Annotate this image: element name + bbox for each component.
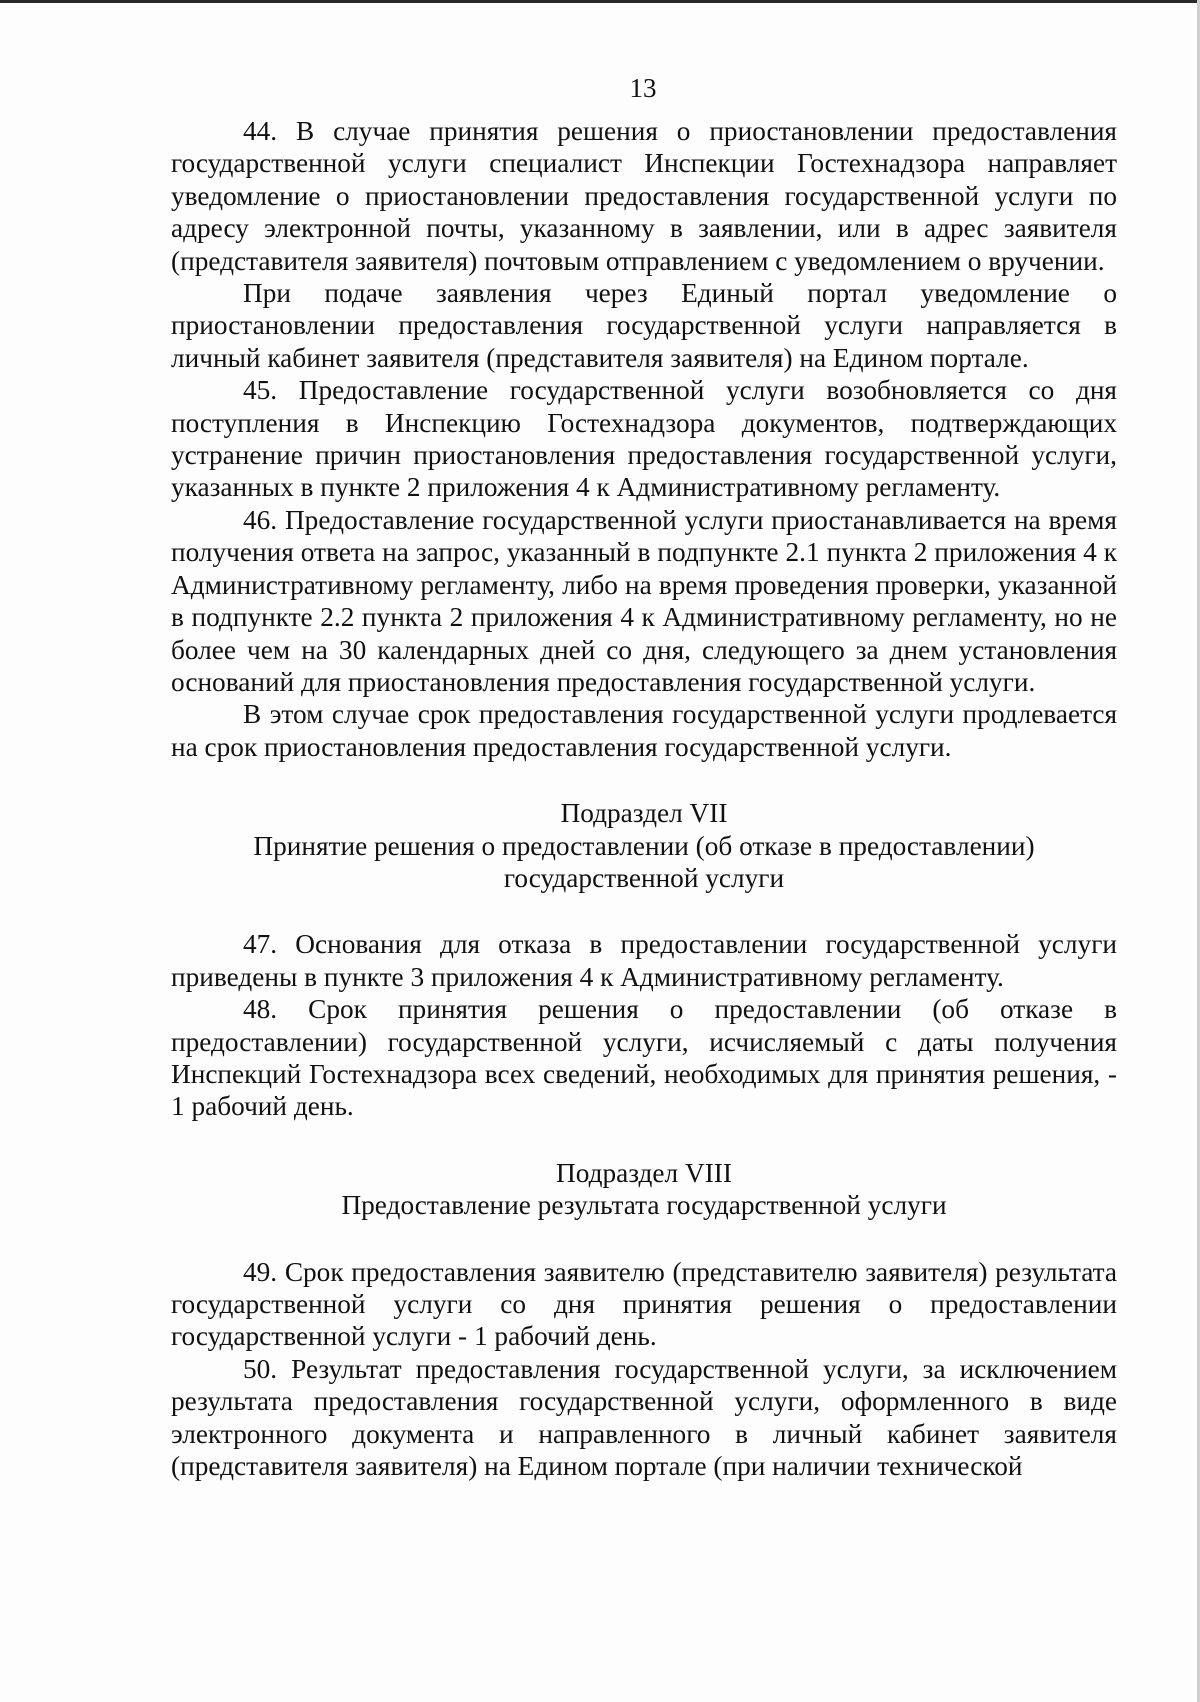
paragraph-45: 45. Предоставление государственной услуги возобновляется со дня поступления в Инспекцию Гостехнадзора документов, подтверждающих устранение причин приостановления предоставления государственной услуги, указанных в пункте 2 приложения 4 к Административному регламенту. — [171, 375, 1117, 503]
subsection-viii-title: Предоставление результата государственной услуги — [341, 1190, 947, 1221]
paragraph-48: 48. Срок принятия решения о предоставлении (об отказе в предоставлении) государственной услуги, исчисляемый с даты получения Инспекций Гостехнадзора всех сведений, необходимых для принятия решения, - 1 рабочий день. — [171, 994, 1117, 1122]
subsection-viii-label: Подраздел VIII — [556, 1157, 732, 1188]
subsection-vii-title-line2: государственной услуги — [503, 862, 785, 893]
page-number: 13 — [629, 73, 657, 103]
paragraph-47: 47. Основания для отказа в предоставлении государственной услуги приведены в пункте 3 приложения 4 к Административному регламенту. — [171, 929, 1117, 992]
scan-edge-top — [0, 0, 1200, 3]
subsection-viii-heading — [171, 1157, 1117, 1222]
subsection-vii-label: Подраздел VII — [560, 798, 728, 829]
document-body — [171, 115, 1117, 1482]
paragraph-46-term: В этом случае срок предоставления государственной услуги продлевается на срок приостановления предоставления государственной услуги. — [171, 699, 1117, 762]
paragraph-50: 50. Результат предоставления государственной услуги, за исключением результата предоставления государственной услуги, оформленного в виде электронного документа и направленного в личный кабинет заявителя (представителя заявителя) на Едином портале (при наличии технической — [171, 1353, 1117, 1482]
subsection-vii-title-line1: Принятие решения о предоставлении (об отказе в предоставлении) — [253, 830, 1035, 861]
paragraph-46: 46. Предоставление государственной услуги приостанавливается на время получения ответа на запрос, указанный в подпункте 2.1 пункта 2 приложения 4 к Административному регламенту, либо на время проведения проверки, указанной в подпункте 2.2 пункта 2 приложения 4 к Административному регламенту, но не более чем на 30 календарных дней со дня, следующего за днем установления оснований для приостановления предоставления государственной услуги. — [171, 504, 1117, 697]
subsection-vii-heading — [171, 797, 1117, 894]
paragraph-44-portal: При подаче заявления через Единый портал уведомление о приостановлении предоставления государственной услуги направляется в личный кабинет заявителя (представителя заявителя) на Едином портале. — [171, 278, 1117, 373]
paragraph-44: 44. В случае принятия решения о приостановлении предоставления государственной услуги специалист Инспекции Гостехнадзора направляет уведомление о приостановлении предоставления государственной услуги по адресу электронной почты, указанному в заявлении, или в адрес заявителя (представителя заявителя) почтовым отправлением с уведомлением о вручении. — [171, 116, 1117, 276]
paragraph-49: 49. Срок предоставления заявителю (представителю заявителя) результата государственной услуги со дня принятия решения о предоставлении государственной услуги - 1 рабочий день. — [171, 1256, 1117, 1352]
